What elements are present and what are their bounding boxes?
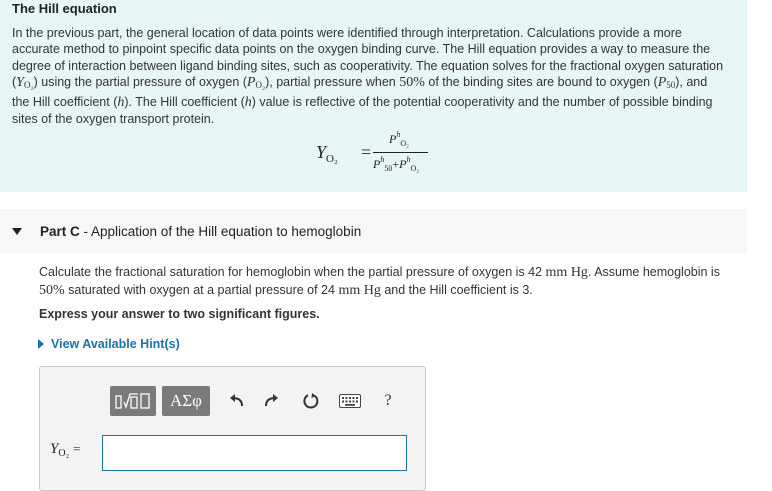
intro-text: In the previous part, the general location of data points were identified through interpretation. Calculations provide a more accurate method to pinpoint specific data points on the oxygen binding curve. The Hill equation provides a way to measure the degree of interaction between ligand binding sites, such as cooperativity. The equation solves for the fractional oxygen saturation (	[12, 26, 724, 90]
question-text: Calculate the fractional saturation for hemoglobin when the partial pressure of oxygen is 42 mm Hg. Assume hemoglobin is 50% saturated with oxygen at a partial pressure of 24 mm Hg and the Hill coefficient is 3.	[39, 265, 720, 298]
templates-button[interactable]	[110, 386, 156, 416]
answer-instruction: Express your answer to two significant figures.	[39, 307, 320, 321]
intro-text: ) using the partial pressure of oxygen (	[33, 75, 247, 90]
hint-label: View Available Hint(s)	[51, 337, 180, 351]
h-symbol: h	[244, 94, 252, 110]
intro-panel	[0, 0, 747, 192]
reset-icon[interactable]	[301, 391, 321, 411]
p50-symbol: $P_{50}$	[657, 75, 676, 91]
intro-title: The Hill equation	[12, 1, 117, 16]
keyboard-icon[interactable]	[338, 391, 362, 411]
collapse-caret-icon[interactable]	[12, 228, 22, 235]
y-symbol: $Y_{O_2}$	[16, 75, 34, 91]
undo-icon[interactable]	[227, 391, 247, 411]
view-hints-link[interactable]	[38, 337, 180, 351]
intro-text: ) value is reflective of the potential cooperativity and the number of possible binding sites of the oxygen transport protein.	[12, 94, 713, 127]
answer-label: $Y_{O_2}$ =	[50, 441, 81, 459]
expand-triangle-icon	[38, 339, 44, 349]
fraction-bar	[373, 152, 428, 153]
answer-input[interactable]	[102, 435, 407, 471]
part-c-header[interactable]	[0, 209, 747, 254]
equation-numerator: $P^h_{O_2}$	[389, 130, 409, 148]
templates-icon	[114, 391, 152, 411]
help-icon[interactable]: ?	[384, 392, 392, 409]
intro-text: ), and the Hill coefficient (	[12, 75, 708, 109]
answer-panel	[39, 366, 426, 491]
redo-icon[interactable]	[261, 391, 281, 411]
equation-equals: =	[361, 142, 372, 162]
intro-text: of the binding sites are bound to oxygen (	[424, 75, 658, 90]
h-symbol: h	[117, 94, 125, 110]
equation-lhs: $Y_{O_2}$	[316, 142, 338, 165]
fifty-percent: 50%	[399, 75, 425, 91]
intro-text: ). The Hill coefficient (	[124, 94, 245, 109]
equation-denominator: $P^h_{50}+P^h_{O_2}$	[373, 155, 420, 173]
p-symbol: $P_{O_2}$	[246, 75, 266, 91]
symbols-button[interactable]: ΑΣφ	[162, 386, 210, 416]
part-c-title: Part C - Application of the Hill equation to hemoglobin	[40, 224, 362, 239]
intro-text: ), partial pressure when	[265, 75, 400, 90]
intro-paragraph	[12, 25, 724, 127]
